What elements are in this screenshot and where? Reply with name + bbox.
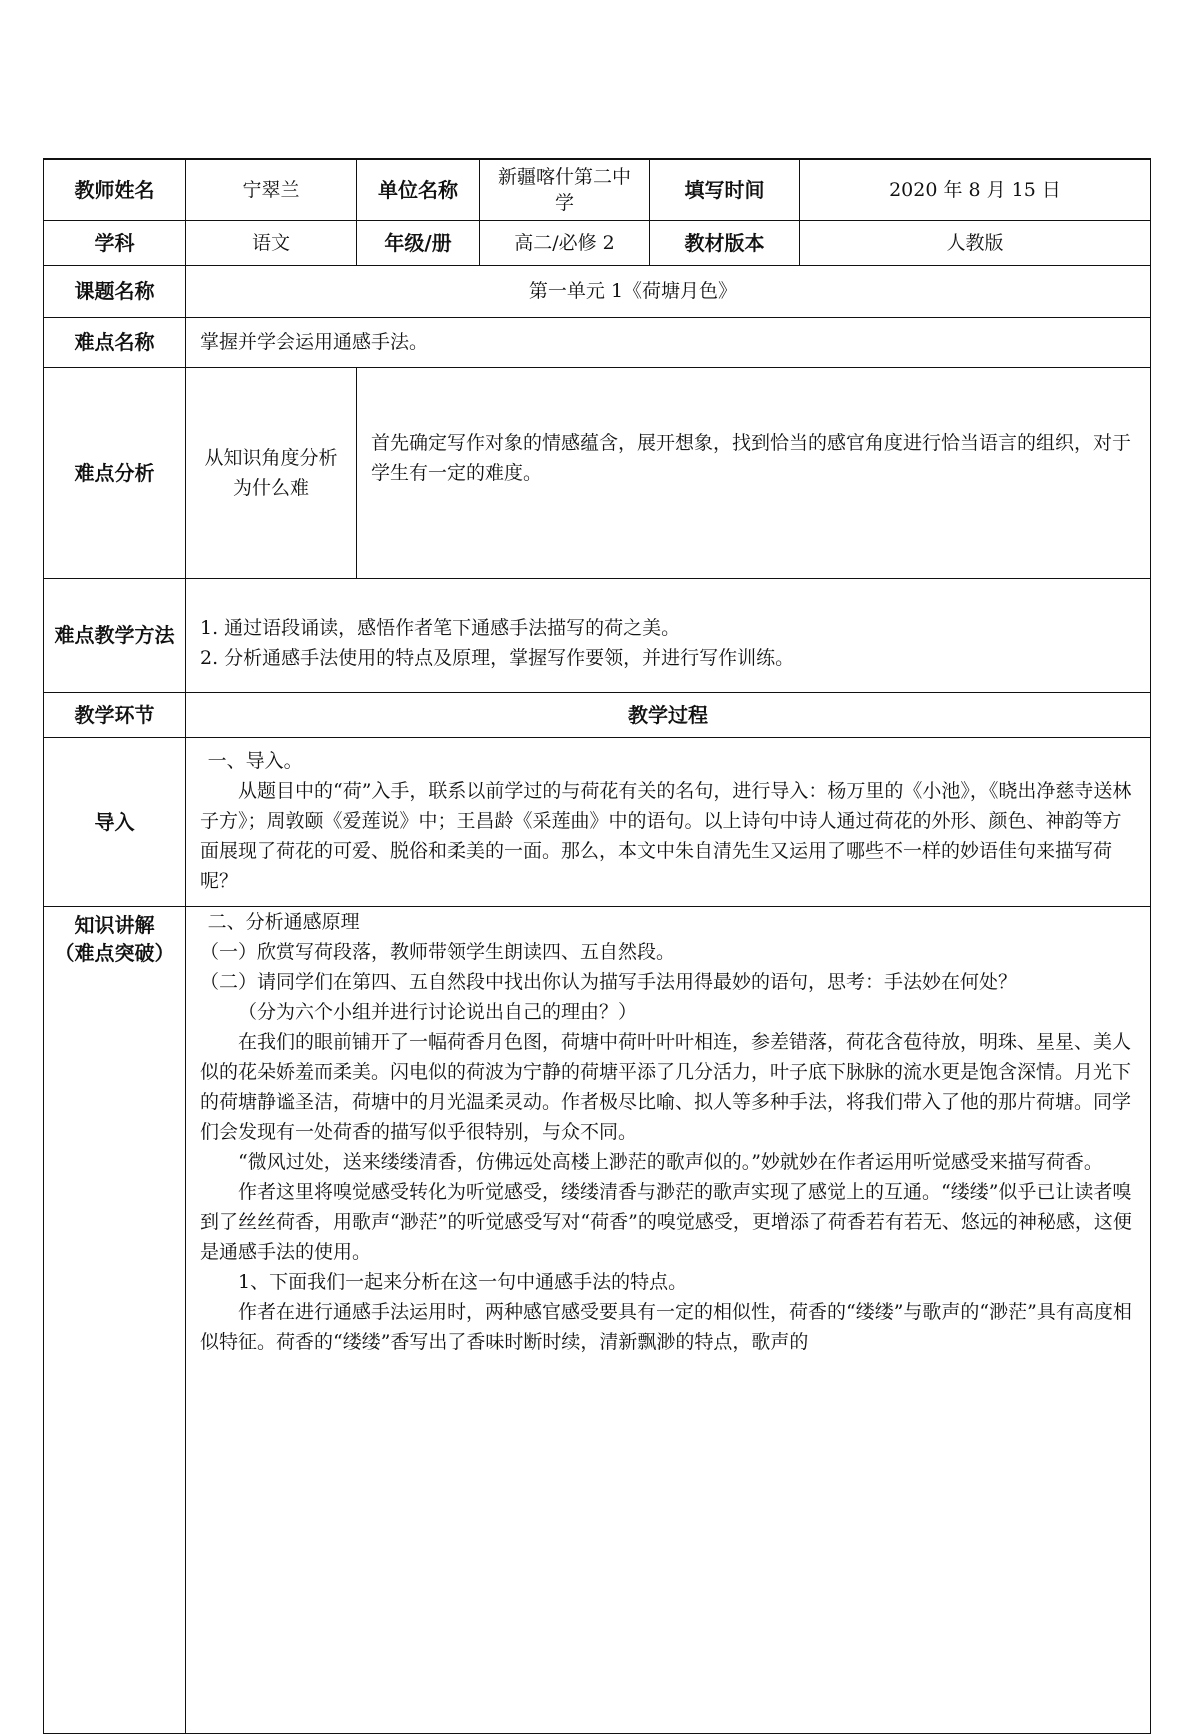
unit-value-line2: 学 bbox=[554, 191, 574, 214]
row-analysis bbox=[44, 367, 1151, 578]
intro-content bbox=[186, 737, 1151, 906]
grade-value: 高二/必修 2 bbox=[480, 220, 650, 265]
knowledge-paragraph-4: 1、下面我们一起来分析在这一句中通感手法的特点。 bbox=[238, 1270, 688, 1293]
knowledge-label-line2: （难点突破） bbox=[54, 940, 175, 965]
method-label: 难点教学方法 bbox=[44, 578, 186, 692]
row-subject-info bbox=[44, 220, 1151, 265]
row-method bbox=[44, 578, 1151, 692]
knowledge-paragraph-1: 在我们的眼前铺开了一幅荷香月色图，荷塘中荷叶叶叶相连，参差错落，荷花含苞待放，明珠、星星、美人似的花朵娇羞而柔美。闪电似的荷波为宁静的荷塘平添了几分活力，叶子底下脉脉的流水更是饱含深情。月光下的荷塘静谧圣洁，荷塘中的月光温柔灵动。作者极尽比喻、拟人等多种手法，将我们带入了他的那片荷塘。同学们会发现有一处荷香的描写似乎很特别，与众不同。 bbox=[200, 1030, 1132, 1143]
row-intro bbox=[44, 737, 1151, 906]
knowledge-step-1: （一）欣赏写荷段落，教师带领学生朗读四、五自然段。 bbox=[200, 940, 676, 963]
row-knowledge bbox=[44, 906, 1151, 1733]
knowledge-group-note: （分为六个小组并进行讨论说出自己的理由？） bbox=[238, 1000, 638, 1023]
knowledge-paragraph-5: 作者在进行通感手法运用时，两种感官感受要具有一定的相似性，荷香的“缕缕”与歌声的“渺茫”具有高度相似特征。荷香的“缕缕”香写出了香味时断时续，清新飘渺的特点，歌声的 bbox=[200, 1300, 1132, 1353]
section-header: 教学环节 bbox=[44, 692, 186, 737]
knowledge-content bbox=[186, 906, 1151, 1733]
unit-value bbox=[480, 159, 650, 220]
analysis-label: 难点分析 bbox=[44, 367, 186, 578]
intro-label: 导入 bbox=[44, 737, 186, 906]
knowledge-content-inner bbox=[200, 907, 1140, 1733]
analysis-sub-line1: 从知识角度分析 bbox=[204, 446, 338, 469]
topic-label: 课题名称 bbox=[44, 265, 186, 317]
teacher-name-label: 教师姓名 bbox=[44, 159, 186, 220]
process-header: 教学过程 bbox=[186, 692, 1151, 737]
analysis-sub-line2: 为什么难 bbox=[232, 476, 309, 499]
knowledge-paragraph-3: 作者这里将嗅觉感受转化为听觉感受，缕缕清香与渺茫的歌声实现了感觉上的互通。“缕缕”似乎已让读者嗅到了丝丝荷香，用歌声“渺茫”的听觉感受写对“荷香”的嗅觉感受，更增添了荷香若有若无、悠远的神秘感，这便是通感手法的使用。 bbox=[200, 1180, 1132, 1263]
fill-time-value: 2020 年 8 月 15 日 bbox=[800, 159, 1151, 220]
unit-label: 单位名称 bbox=[357, 159, 480, 220]
topic-value: 第一单元 1《荷塘月色》 bbox=[186, 265, 1151, 317]
knowledge-label-line1: 知识讲解 bbox=[74, 912, 155, 937]
knowledge-paragraph-2: “微风过处，送来缕缕清香，仿佛远处高楼上渺茫的歌声似的。”妙就妙在作者运用听觉感受来描写荷香。 bbox=[238, 1150, 1103, 1173]
row-process-header bbox=[44, 692, 1151, 737]
row-teacher-info bbox=[44, 159, 1151, 220]
method-value bbox=[186, 578, 1151, 692]
knowledge-label bbox=[44, 906, 186, 1733]
subject-label: 学科 bbox=[44, 220, 186, 265]
method-item-2: 2. 分析通感手法使用的特点及原理，掌握写作要领，并进行写作训练。 bbox=[200, 647, 795, 669]
analysis-text: 首先确定写作对象的情感蕴含，展开想象，找到恰当的感官角度进行恰当语言的组织，对于学生有一定的难度。 bbox=[357, 367, 1151, 578]
difficulty-value: 掌握并学会运用通感手法。 bbox=[186, 317, 1151, 367]
edition-value: 人教版 bbox=[800, 220, 1151, 265]
edition-label: 教材版本 bbox=[650, 220, 800, 265]
row-topic bbox=[44, 265, 1151, 317]
unit-value-line1: 新疆喀什第二中 bbox=[497, 165, 631, 188]
knowledge-heading: 二、分析通感原理 bbox=[207, 910, 360, 933]
intro-text: 从题目中的“荷”入手，联系以前学过的与荷花有关的名句，进行导入：杨万里的《小池》，《晓出净慈寺送林子方》；周敦颐《爱莲说》中；王昌龄《采莲曲》中的语句。以上诗句中诗人通过荷花的外形、颜色、神韵等方面展现了荷花的可爱、脱俗和柔美的一面。那么，本文中朱自清先生又运用了哪些不一样的妙语佳句来描写荷呢？ bbox=[200, 779, 1132, 892]
lesson-plan-table bbox=[43, 158, 1151, 1734]
lesson-plan-form bbox=[43, 158, 1150, 1734]
subject-value: 语文 bbox=[186, 220, 357, 265]
difficulty-label: 难点名称 bbox=[44, 317, 186, 367]
intro-heading: 一、导入。 bbox=[207, 749, 303, 772]
teacher-name-value: 宁翠兰 bbox=[186, 159, 357, 220]
fill-time-label: 填写时间 bbox=[650, 159, 800, 220]
row-difficulty bbox=[44, 317, 1151, 367]
knowledge-step-2: （二）请同学们在第四、五自然段中找出你认为描写手法用得最妙的语句，思考：手法妙在何处？ bbox=[200, 970, 1018, 993]
grade-label: 年级/册 bbox=[357, 220, 480, 265]
method-item-1: 1. 通过语段诵读，感悟作者笔下通感手法描写的荷之美。 bbox=[200, 617, 681, 639]
analysis-sub-label bbox=[186, 367, 357, 578]
